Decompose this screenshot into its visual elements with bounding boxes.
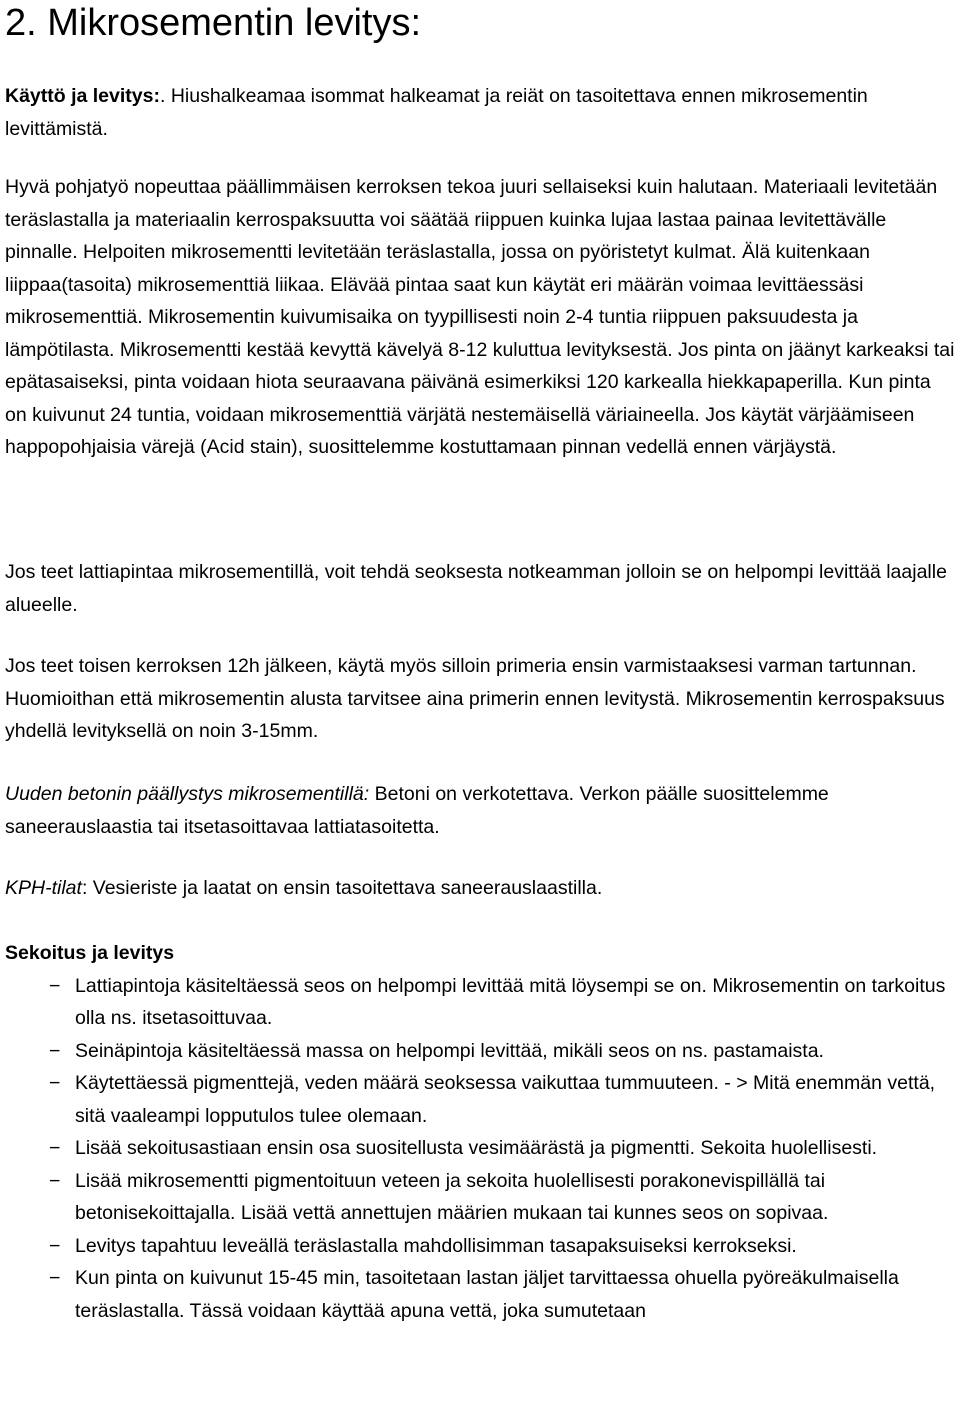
second-layer-paragraph: Jos teet toisen kerroksen 12h jälkeen, käytä myös silloin primeria ensin varmistaaksesi varman tartunnan. Huomioithan että mikrosementin alusta tarvitsee aina primerin ennen levitystä. Mikrosementin kerrospaksuus yhdellä levityksellä on noin 3-15mm. <box>5 655 945 742</box>
new-concrete-label: Uuden betonin päällystys mikrosementillä: <box>5 783 370 805</box>
list-item <box>49 1165 957 1230</box>
list-item <box>49 1132 957 1165</box>
list-item <box>49 1262 957 1327</box>
list-item-text: Seinäpintoja käsiteltäessä massa on helpompi levittää, mikäli seos on ns. pastamaista. <box>75 1039 824 1062</box>
dash-bullet: − <box>49 1267 61 1289</box>
list-item-text: Käytettäessä pigmenttejä, veden määrä seoksessa vaikuttaa tummuuteen. - > Mitä enemmän vettä, sitä vaaleampi lopputulos tulee olemaan. <box>75 1072 936 1127</box>
list-item <box>49 1230 957 1263</box>
dash-bullet: − <box>49 974 61 997</box>
wet-rooms-text: : Vesieriste ja laatat on ensin tasoitettava saneerauslaastilla. <box>81 877 603 899</box>
wet-rooms-paragraph <box>5 872 957 905</box>
intro-text: . Hiushalkeamaa isommat halkeamat ja reiät on tasoitettava ennen mikrosementin levittämistä. <box>5 85 868 140</box>
list-item <box>49 1035 957 1068</box>
page-title: 2. Mikrosementin levitys: <box>5 2 422 44</box>
dash-bullet: − <box>49 1137 61 1159</box>
list-item-text: Levitys tapahtuu leveällä teräslastalla mahdollisimman tasapaksuiseksi kerrokseksi. <box>75 1234 797 1257</box>
floor-paragraph: Jos teet lattiapintaa mikrosementillä, voit tehdä seoksesta notkeamman jolloin se on helpompi levittää laajalle alueelle. <box>5 561 947 616</box>
dash-bullet: − <box>49 1234 61 1257</box>
mixing-title: Sekoitus ja levitys <box>5 942 175 964</box>
list-item-text: Lisää sekoitusastiaan ensin osa suositellusta vesimäärästä ja pigmentti. Sekoita huolellisesti. <box>75 1137 878 1159</box>
mixing-section <box>5 937 957 1327</box>
mixing-list <box>5 970 957 1328</box>
list-item <box>49 970 957 1035</box>
dash-bullet: − <box>49 1072 61 1094</box>
list-item <box>49 1067 957 1132</box>
dash-bullet: − <box>49 1169 61 1192</box>
new-concrete-text: Betoni on verkotettava. Verkon päälle suosittelemme saneerauslaastia tai itsetasoittavaa lattiatasoitetta. <box>5 783 829 838</box>
new-concrete-paragraph <box>5 778 957 843</box>
dash-bullet: − <box>49 1039 61 1062</box>
list-item-text: Lisää mikrosementti pigmentoituun veteen ja sekoita huolellisesti porakonevispillällä tai betonisekoittajalla. Lisää vettä annettujen määrien mukaan tai kunnes seos on sopivaa. <box>75 1169 829 1224</box>
list-item-text: Kun pinta on kuivunut 15-45 min, tasoitetaan lastan jäljet tarvittaessa ohuella pyöreäkulmaisella teräslastalla. Tässä voidaan käyttää apuna vettä, joka sumutetaan <box>75 1267 899 1322</box>
wet-rooms-label: KPH-tilat <box>5 877 82 899</box>
intro-paragraph <box>5 80 957 145</box>
intro-label: Käyttö ja levitys: <box>5 85 160 107</box>
application-paragraph: Hyvä pohjatyö nopeuttaa päällimmäisen kerroksen tekoa juuri sellaiseksi kuin halutaan. Materiaali levitetään teräslastalla ja materiaalin kerrospaksuutta voi säätää riippuen kuinka lujaa lastaa painaa levitettävälle pinnalle. Helpoiten mikrosementti levitetään teräslastalla, jossa on pyöristetyt kulmat. Älä kuitenkaan liippaa(tasoita) mikrosementtiä liikaa. Elävää pintaa saat kun käytät eri määrän voimaa levittäessäsi mikrosementtiä. Mikrosementin kuivumisaika on tyypillisesti noin 2-4 tuntia riippuen paksuudesta ja lämpötilasta. Mikrosementti kestää kevyttä kävelyä 8-12 kuluttua levityksestä. Jos pinta on jäänyt karkeaksi tai epätasaiseksi, pinta voidaan hiota seuraavana päivänä esimerkiksi 120 karkealla hiekkapaperilla. Kun pinta on kuivunut 24 tuntia, voidaan mikrosementtiä värjätä nestemäisellä väriaineella. Jos käytät värjäämiseen happopohjaisia värejä (Acid stain), suosittelemme kostuttamaan pinnan vedellä ennen värjäystä. <box>5 176 955 458</box>
list-item-text: Lattiapintoja käsiteltäessä seos on helpompi levittää mitä löysempi se on. Mikrosementin on tarkoitus olla ns. itsetasoittuvaa. <box>75 974 946 1029</box>
